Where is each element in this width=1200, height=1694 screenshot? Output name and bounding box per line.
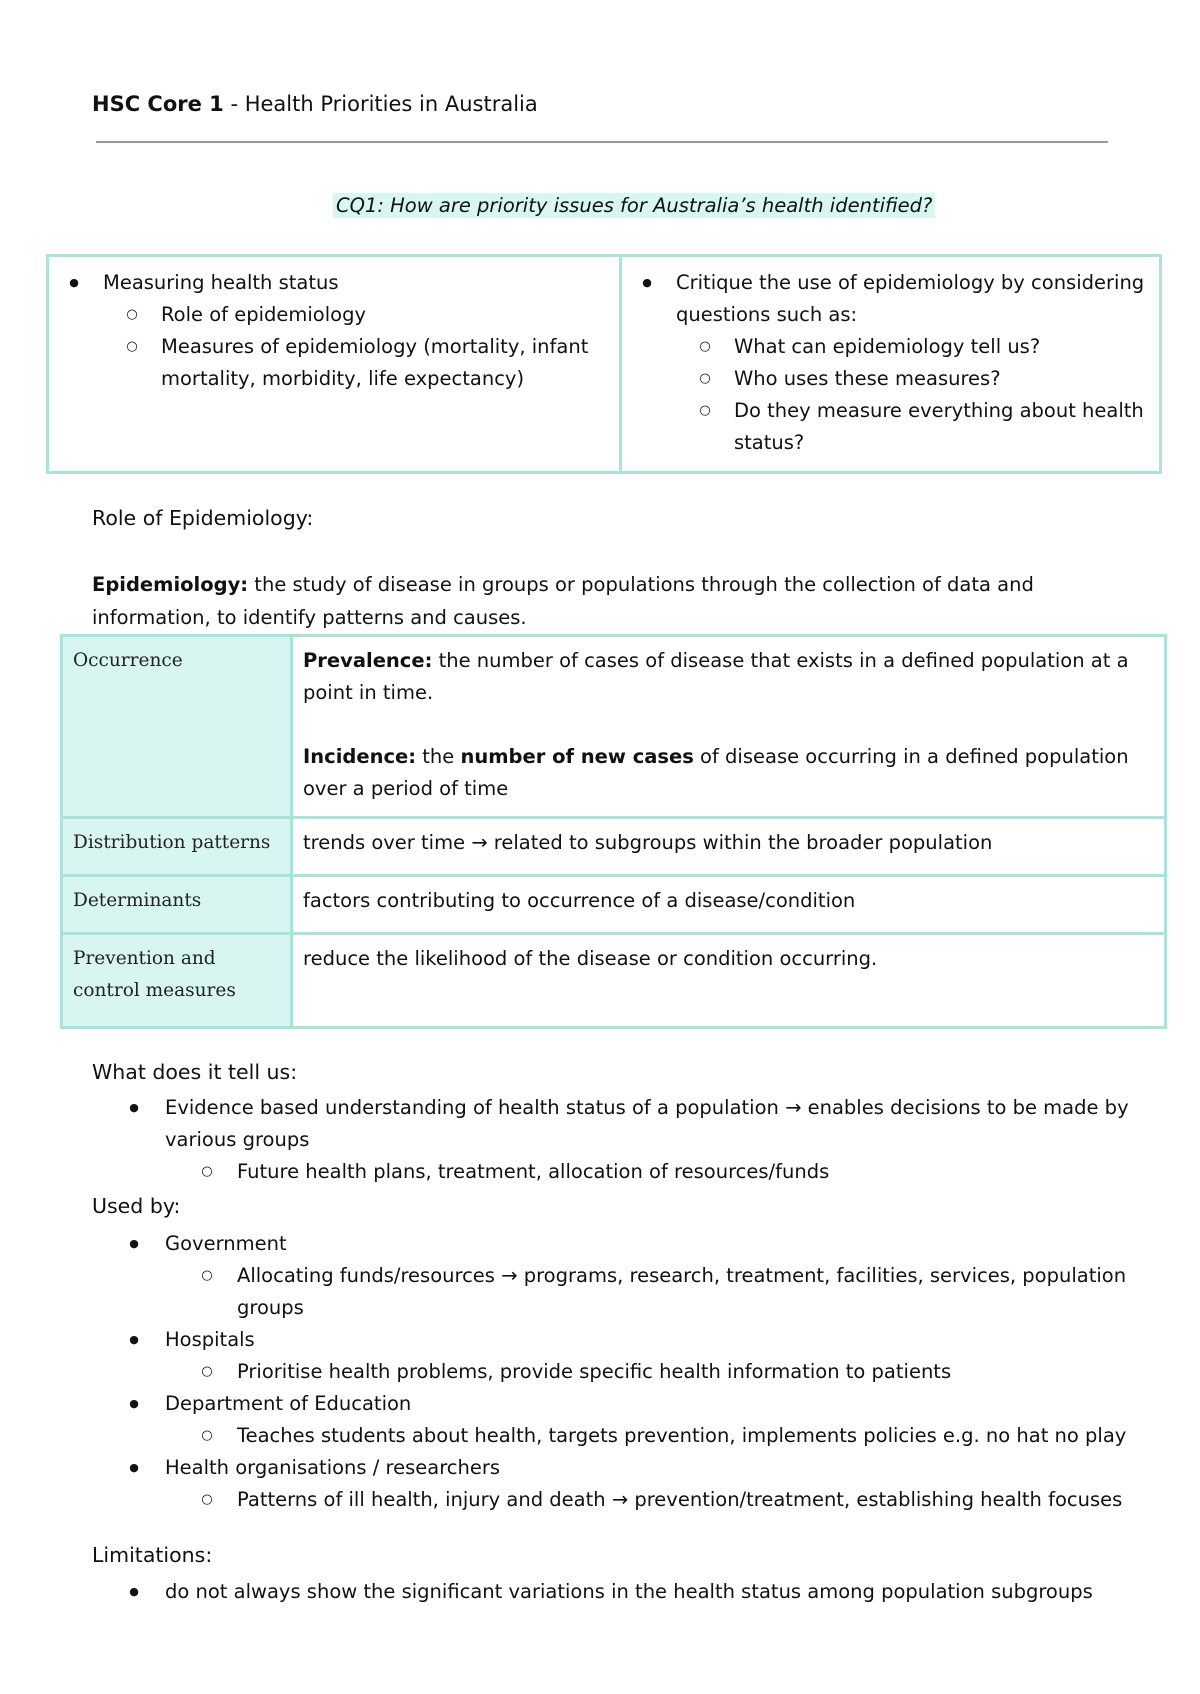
used-list (92, 1228, 1152, 1516)
list-item: ● Evidence based understanding of health status of a population → enables decisions to be made by various groups (92, 1092, 1152, 1156)
row-label-occurrence: Occurrence (62, 636, 292, 818)
circle-bullet-icon: ○ (201, 1492, 213, 1507)
circle-bullet-icon: ○ (126, 307, 138, 322)
page-title: HSC Core 1 - Health Priorities in Australia (92, 92, 538, 116)
epidemiology-definition: Epidemiology: the study of disease in groups or populations through the collection of data and information, to identify patterns and causes. (92, 573, 1034, 629)
list-item: ● Measuring health status (67, 267, 607, 299)
list-item: ○ Allocating funds/resources → programs, research, treatment, facilities, services, population groups (92, 1260, 1152, 1324)
bullet-icon: ● (129, 1585, 139, 1598)
tell-heading: What does it tell us: (92, 1060, 298, 1084)
circle-bullet-icon: ○ (201, 1428, 213, 1443)
list-item: ● Hospitals (92, 1324, 1152, 1356)
occurrence-cell (292, 636, 1166, 818)
bullet-icon: ● (129, 1237, 139, 1250)
list-item: ○ What can epidemiology tell us? (640, 331, 1147, 363)
row-label-distribution: Distribution patterns (62, 818, 292, 876)
tell-list (92, 1092, 1152, 1188)
list-item: ● do not always show the significant variations in the health status among population subgroups (92, 1576, 1152, 1608)
circle-bullet-icon: ○ (201, 1164, 213, 1179)
bullet-icon: ● (642, 276, 652, 289)
outline-right-cell (621, 256, 1161, 473)
bullet-icon: ● (129, 1333, 139, 1346)
list-item: ○ Patterns of ill health, injury and death → prevention/treatment, establishing health focuses (92, 1484, 1152, 1516)
row-label-determinants: Determinants (62, 876, 292, 934)
role-heading: Role of Epidemiology: (92, 506, 314, 530)
epidemiology-table (60, 634, 1167, 1029)
outline-left-cell (48, 256, 621, 473)
list-item: ○ Measures of epidemiology (mortality, infant mortality, morbidity, life expectancy) (67, 331, 607, 395)
circle-bullet-icon: ○ (201, 1364, 213, 1379)
circle-bullet-icon: ○ (126, 339, 138, 354)
title-divider (96, 141, 1108, 143)
list-item: ● Health organisations / researchers (92, 1452, 1152, 1484)
list-item: ○ Future health plans, treatment, allocation of resources/funds (92, 1156, 1152, 1188)
circle-bullet-icon: ○ (201, 1268, 213, 1283)
incidence-text: Incidence: the number of new cases of disease occurring in a defined population over a period of time (303, 745, 1129, 800)
list-item: ○ Prioritise health problems, provide specific health information to patients (92, 1356, 1152, 1388)
bullet-icon: ● (129, 1461, 139, 1474)
bullet-icon: ● (129, 1397, 139, 1410)
list-item: ○ Role of epidemiology (67, 299, 607, 331)
determinants-cell: factors contributing to occurrence of a disease/condition (292, 876, 1166, 934)
prevention-cell: reduce the likelihood of the disease or condition occurring. (292, 934, 1166, 1028)
bullet-icon: ● (69, 276, 79, 289)
row-label-prevention: Prevention and control measures (62, 934, 292, 1028)
list-item: ○ Who uses these measures? (640, 363, 1147, 395)
list-item: ● Department of Education (92, 1388, 1152, 1420)
syllabus-outline-table (46, 254, 1162, 474)
list-item: ○ Do they measure everything about health status? (640, 395, 1147, 459)
circle-bullet-icon: ○ (699, 403, 711, 418)
distribution-cell: trends over time → related to subgroups within the broader population (292, 818, 1166, 876)
content-question: CQ1: How are priority issues for Australia’s health identified? (333, 193, 935, 218)
list-item: ○ Teaches students about health, targets prevention, implements policies e.g. no hat no play (92, 1420, 1152, 1452)
prevalence-text: Prevalence: the number of cases of disease that exists in a defined population at a point in time. (303, 649, 1129, 704)
list-item: ● Government (92, 1228, 1152, 1260)
limitations-heading: Limitations: (92, 1543, 213, 1567)
list-item: ● Critique the use of epidemiology by considering questions such as: (640, 267, 1147, 331)
limitations-list (92, 1576, 1152, 1608)
circle-bullet-icon: ○ (699, 339, 711, 354)
bullet-icon: ● (129, 1101, 139, 1114)
used-heading: Used by: (92, 1194, 181, 1218)
circle-bullet-icon: ○ (699, 371, 711, 386)
